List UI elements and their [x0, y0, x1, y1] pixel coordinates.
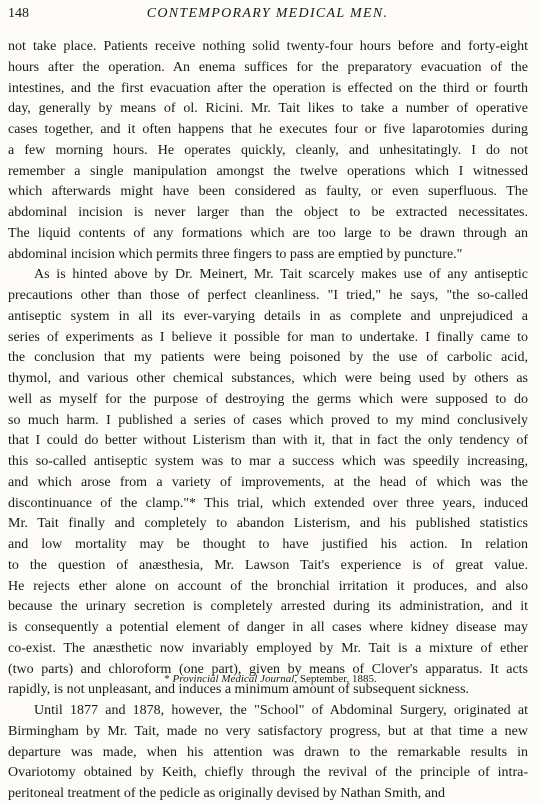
footnote-marker: *	[164, 673, 173, 685]
text-line: precautions other than those of perfect cleanliness. "I tried," he says, "the so-called	[8, 288, 528, 303]
text-line: and which arose from a variety of improvements, at the head of which was the	[8, 474, 528, 490]
text-line: peritoneal treatment of the pedicle as originally devised by Nathan Smith, and	[8, 786, 445, 801]
text-line: As is hinted above by Dr. Meinert, Mr. Tait scarcely makes use of any antiseptic	[34, 267, 528, 283]
text-line: discontinuance of the clamp."* This trial, which extended over three years, induced	[8, 495, 528, 511]
text-line: abdominal incision is never larger than the object to be extracted necessitates.	[8, 205, 528, 220]
text-line: Birmingham by Mr. Tait, made no very satisfactory progress, but at that time a new	[8, 723, 528, 739]
text-line: day, generally by means of ol. Ricini. Mr. Tait likes to take a number of operative	[8, 101, 528, 117]
text-line: this so-called antiseptic system was to mar a success which was speedily increasing,	[8, 454, 528, 469]
text-line: to the question of anæsthesia, Mr. Lawson Tait's experience is of great value.	[8, 557, 528, 573]
text-line: because the urinary secretion is completely arrested during its administration, and it	[8, 599, 528, 615]
text-line: The liquid contents of any formations which are too large to be drawn through an	[8, 225, 528, 241]
text-line: Ovariotomy obtained by Keith, chiefly through the revival of the principle of intra-	[8, 765, 528, 781]
text-line: which afterwards might have been considered as faulty, or even superfluous. The	[8, 184, 528, 200]
text-line: rapidly, is not unpleasant, and induces a minimum amount of subsequent sickness.	[8, 682, 470, 698]
page-number: 148	[8, 6, 29, 21]
text-line: series of experiments as I believe it possible for man to undertake. I finally came to	[8, 329, 528, 345]
text-line: the conclusion that my patients were being poisoned by the use of carbolic acid,	[8, 350, 528, 366]
text-line: that I could do better without Listerism than with it, that in fact the only tendency of	[8, 433, 528, 449]
text-line: He rejects ether alone on account of the bronchial irritation it produces, and also	[8, 578, 528, 594]
text-line: remember a single manipulation amongst the twelve operations which I witnessed	[8, 163, 528, 179]
running-title: CONTEMPORARY MEDICAL MEN.	[146, 6, 389, 21]
text-line: intestines, and the first evacuation after the operation is effected on the third or fourth	[8, 80, 528, 96]
text-line: cases together, and it often happens that he executes four or five laparotomies during	[8, 122, 528, 137]
text-line: a few morning hours. He operates quickly, cleanly, and unhesitatingly. I do not	[8, 142, 528, 158]
text-line: not take place. Patients receive nothing solid twenty-four hours before and forty-eight	[8, 39, 528, 54]
text-line: Until 1877 and 1878, however, the "School" of Abdominal Surgery, originated at	[34, 703, 528, 718]
text-line: departure was made, when his attention was drawn to the remarkable results in	[8, 744, 528, 760]
footnote-date: , September, 1885.	[294, 673, 377, 685]
text-line: Mr. Tait finally and completely to abandon Listerism, and his published statistics	[8, 516, 528, 532]
footnote-publication: Provincial Medical Journal	[172, 673, 295, 685]
text-line: is consequently a potential element of danger in all cases where kidney disease may	[8, 620, 528, 635]
text-line: and low mortality may be thought to have justified his action. In relation	[8, 537, 528, 552]
text-line: well as myself for the purpose of destroying the germs which were supposed to do	[8, 391, 528, 407]
text-line: (two parts) and chloroform (one part), given by means of Clover's apparatus. It acts	[8, 661, 528, 677]
text-line: abdominal incision which permits three fingers to pass are emptied by puncture."	[8, 246, 463, 262]
text-line: hours after the operation. An enema suffices for the preparatory evacuation of the	[8, 59, 528, 75]
text-line: antiseptic system in all its ever-varying details in as complete and unprejudiced a	[8, 308, 528, 324]
text-line: thymol, and various other chemical substances, which were being used by others as	[8, 371, 528, 386]
text-line: so much harm. I published a series of cases which proved to my mind conclusively	[8, 412, 528, 428]
text-line: co-exist. The anæsthetic now invariably employed by Mr. Tait is a mixture of ether	[8, 640, 528, 656]
footnote	[0, 672, 541, 686]
page-header	[8, 6, 527, 26]
